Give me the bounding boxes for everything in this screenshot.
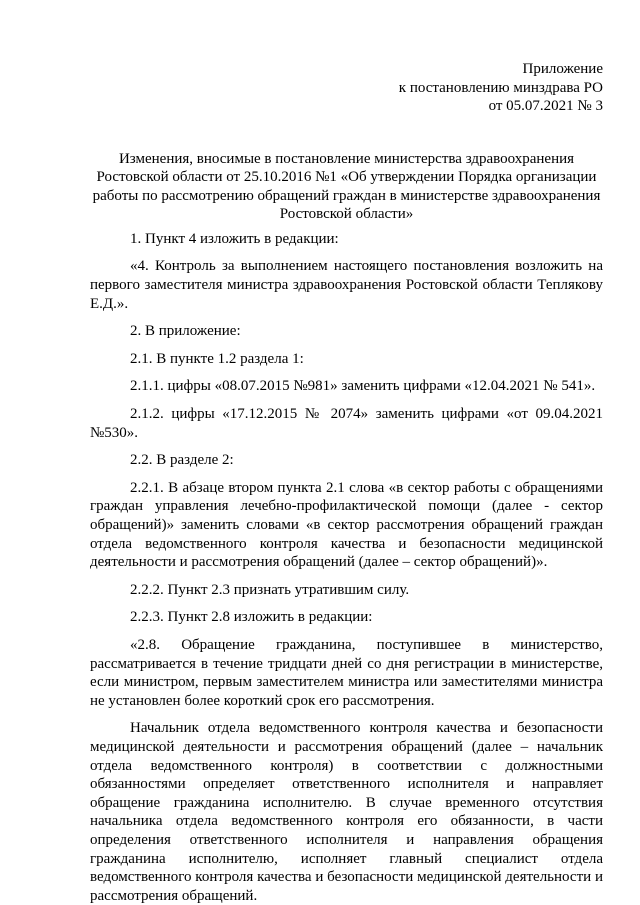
paragraph-8: 2.2.1. В абзаце втором пункта 2.1 слова «в сектор работы с обращениями граждан управления лечебно-профилактической помощи (далее - сектор обращений)» заменить словами «в сектор рассмотрения обращений граждан отдела ведомственного контроля качества и безопасности медицинской деятельности и рассмотрения обращений (далее – сектор обращений)». xyxy=(90,479,603,571)
paragraph-11: «2.8. Обращение гражданина, поступившее в министерство, рассматривается в течение тридцати дней со дня регистрации в министерстве, если министром, первым заместителем министра или заместителями министра не установлен более короткий срок его рассмотрения. xyxy=(90,636,603,709)
title-line-1: Изменения, вносимые в постановление министерства здравоохранения xyxy=(118,150,575,167)
title-line-2: Ростовской области от 25.10.2016 №1 «Об утверждении Порядка организации xyxy=(96,169,597,186)
paragraph-4: 2.1. В пункте 1.2 раздела 1: xyxy=(130,350,304,367)
document-title xyxy=(90,150,603,224)
paragraph-7: 2.2. В разделе 2: xyxy=(130,452,234,469)
appendix-line-1: Приложение xyxy=(522,61,603,77)
title-line-4: Ростовской области» xyxy=(279,206,414,223)
paragraph-12: Начальник отдела ведомственного контроля качества и безопасности медицинской деятельности и рассмотрения обращений (далее – начальник отдела ведомственного контроля) в соответствии с должностными обязанностями определяет ответственного исполнителя и направляет обращение гражданина исполнителю. В случае временного отсутствия начальника отдела ведомственного контроля его обязанности, в части определения ответственного исполнителя и направления обращения гражданина исполнителю, исполняет главный специалист отдела ведомственного контроля качества и безопасности медицинской деятельности и рассмотрения обращений. xyxy=(90,720,603,904)
paragraph-6: 2.1.2. цифры «17.12.2015 № 2074» заменить цифрами «от 09.04.2021 №530». xyxy=(90,406,603,441)
document-body xyxy=(90,230,603,905)
appendix-line-3: от 05.07.2021 № 3 xyxy=(488,98,603,114)
title-line-3: работы по рассмотрению обращений граждан в министерстве здравоохранения xyxy=(92,187,601,204)
paragraph-1: 1. Пункт 4 изложить в редакции: xyxy=(130,230,339,247)
appendix-header xyxy=(398,60,603,116)
paragraph-3: 2. В приложение: xyxy=(130,323,241,340)
paragraph-10: 2.2.3. Пункт 2.8 изложить в редакции: xyxy=(130,609,373,626)
appendix-line-2: к постановлению минздрава РО xyxy=(398,79,603,96)
paragraph-5: 2.1.1. цифры «08.07.2015 №981» заменить цифрами «12.04.2021 № 541». xyxy=(130,378,596,395)
paragraph-2: «4. Контроль за выполнением настоящего постановления возложить на первого заместителя министра здравоохранения Ростовской области Теплякову Е.Д.». xyxy=(90,258,603,312)
paragraph-9: 2.2.2. Пункт 2.3 признать утратившим силу. xyxy=(130,581,410,598)
